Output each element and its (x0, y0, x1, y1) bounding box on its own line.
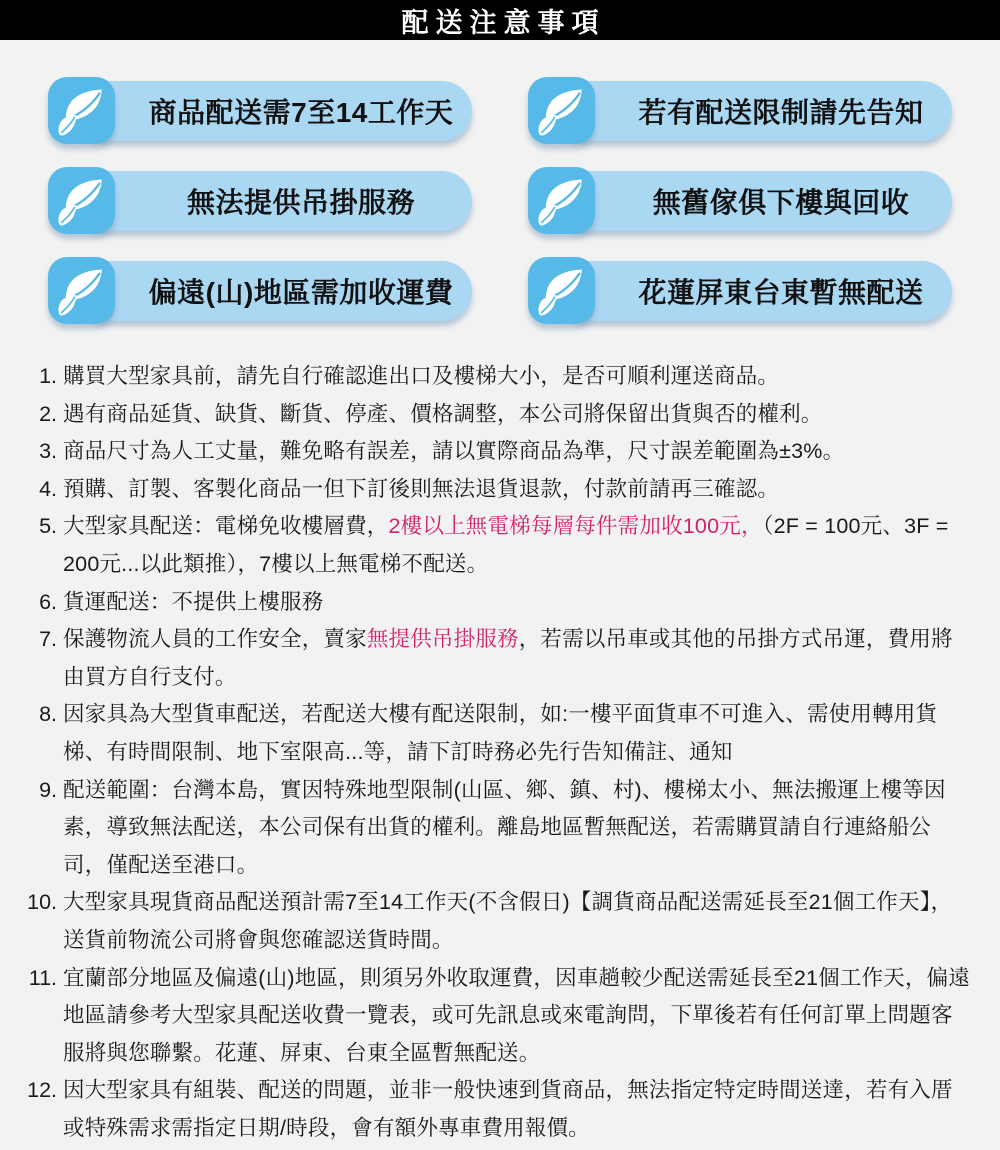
note-item (0, 508, 972, 583)
note-text: 大型家具配送：電梯免收樓層費，2樓以上無電梯每層每件需加收100元，（2F = 100元、3F = 200元...以此類推），7樓以上無電梯不配送。 (63, 514, 949, 576)
badge-label: 偏遠(山)地區需加收運費 (148, 277, 454, 308)
badge-pill (558, 81, 952, 141)
badge-remote-area-fee (48, 257, 472, 324)
badge-pill (558, 261, 952, 321)
note-number: 5. (39, 514, 57, 539)
highlighted-text: 2樓以上無電梯每層每件需加收100元， (388, 514, 763, 539)
note-number: 7. (39, 627, 57, 652)
note-item (0, 621, 972, 696)
note-text: 遇有商品延貨、缺貨、斷貨、停產、價格調整，本公司將保留出貨與否的權利。 (63, 401, 823, 426)
badge-label: 花蓮屏東台東暫無配送 (638, 277, 924, 308)
note-number: 11. (28, 965, 57, 990)
highlighted-text: 無提供吊掛服務 (366, 627, 519, 652)
note-number: 1. (39, 364, 57, 388)
note-text: 配送範圍：台灣本島，實因特殊地型限制(山區、鄉、鎮、村)、樓梯太小、無法搬運上樓等因素，導致無法配送，本公司保有出貨的權利。離島地區暫無配送，若需購買請自行連絡船公司，僅配送至港口。 (63, 777, 946, 877)
note-text: 因家具為大型貨車配送，若配送大樓有配送限制，如:一樓平面貨車不可進入、需使用轉用貨梯、有時間限制、地下室限高...等，請下訂時務必先行告知備註、通知 (63, 702, 938, 764)
note-number: 3. (39, 439, 57, 464)
note-number: 4. (39, 476, 57, 501)
note-text: 貨運配送：不提供上樓服務 (63, 589, 324, 614)
note-item (0, 1072, 972, 1147)
note-text: 宜蘭部分地區及偏遠(山)地區，則須另外收取運費，因車趟較少配送需延長至21個工作天，偏遠地區請參考大型家具配送收費一覽表，或可先訊息或來電詢問，下單後若有任何訂單上問題客服將與您聯繫。花蓮、屏東、台東全區暫無配送。 (63, 965, 971, 1065)
badge-label: 商品配送需7至14工作天 (148, 97, 454, 128)
badge-pill (78, 81, 472, 141)
badge-delivery-restriction (528, 77, 952, 144)
note-item (0, 433, 972, 471)
badge-no-hoisting (48, 167, 472, 234)
badge-pill (78, 171, 472, 231)
note-number: 2. (39, 401, 57, 426)
note-text: 購買大型家具前，請先自行確認進出口及樓梯大小，是否可順利運送商品。 (63, 364, 780, 388)
leaf-icon (528, 77, 595, 144)
note-number: 6. (39, 589, 57, 614)
note-number: 10. (27, 890, 57, 915)
note-text: 預購、訂製、客製化商品一但下訂後則無法退貨退款，付款前請再三確認。 (63, 476, 780, 501)
page-header (0, 0, 1000, 40)
note-number: 8. (39, 702, 57, 727)
note-item (0, 772, 972, 885)
badge-label: 無法提供吊掛服務 (186, 187, 415, 218)
badge-label: 無舊傢俱下樓與回收 (652, 187, 910, 218)
note-text: 保護物流人員的工作安全，賣家無提供吊掛服務，若需以吊車或其他的吊掛方式吊運，費用將由買方自行支付。 (63, 627, 953, 689)
badge-grid (48, 77, 1000, 324)
note-item (0, 696, 972, 771)
badge-delivery-time (48, 77, 472, 144)
note-item (0, 584, 972, 622)
badge-pill (558, 171, 952, 231)
badge-no-delivery-east (528, 257, 952, 324)
delivery-notes-list (0, 358, 1000, 1147)
note-item (0, 358, 972, 396)
badge-no-old-furniture-removal (528, 167, 952, 234)
leaf-icon (48, 257, 115, 324)
note-number: 9. (39, 777, 57, 802)
note-item (0, 471, 972, 509)
leaf-icon (528, 257, 595, 324)
note-text: 因大型家具有組裝、配送的問題，並非一般快速到貨商品，無法指定特定時間送達，若有入厝或特殊需求需指定日期/時段，會有額外專車費用報價。 (63, 1078, 953, 1140)
leaf-icon (48, 167, 115, 234)
leaf-icon (48, 77, 115, 144)
note-text: 商品尺寸為人工丈量，難免略有誤差，請以實際商品為準，尺寸誤差範圍為±3%。 (63, 439, 845, 464)
note-item (0, 884, 972, 959)
note-number: 12. (27, 1078, 57, 1103)
badge-pill (78, 261, 472, 321)
badge-label: 若有配送限制請先告知 (638, 97, 924, 128)
page-title: 配送注意事項 (401, 7, 606, 38)
note-item (0, 960, 972, 1073)
note-item (0, 396, 972, 434)
leaf-icon (528, 167, 595, 234)
note-text: 大型家具現貨商品配送預計需7至14工作天(不含假日)【調貨商品配送需延長至21個工作天】，送貨前物流公司將會與您確認送貨時間。 (63, 890, 953, 952)
